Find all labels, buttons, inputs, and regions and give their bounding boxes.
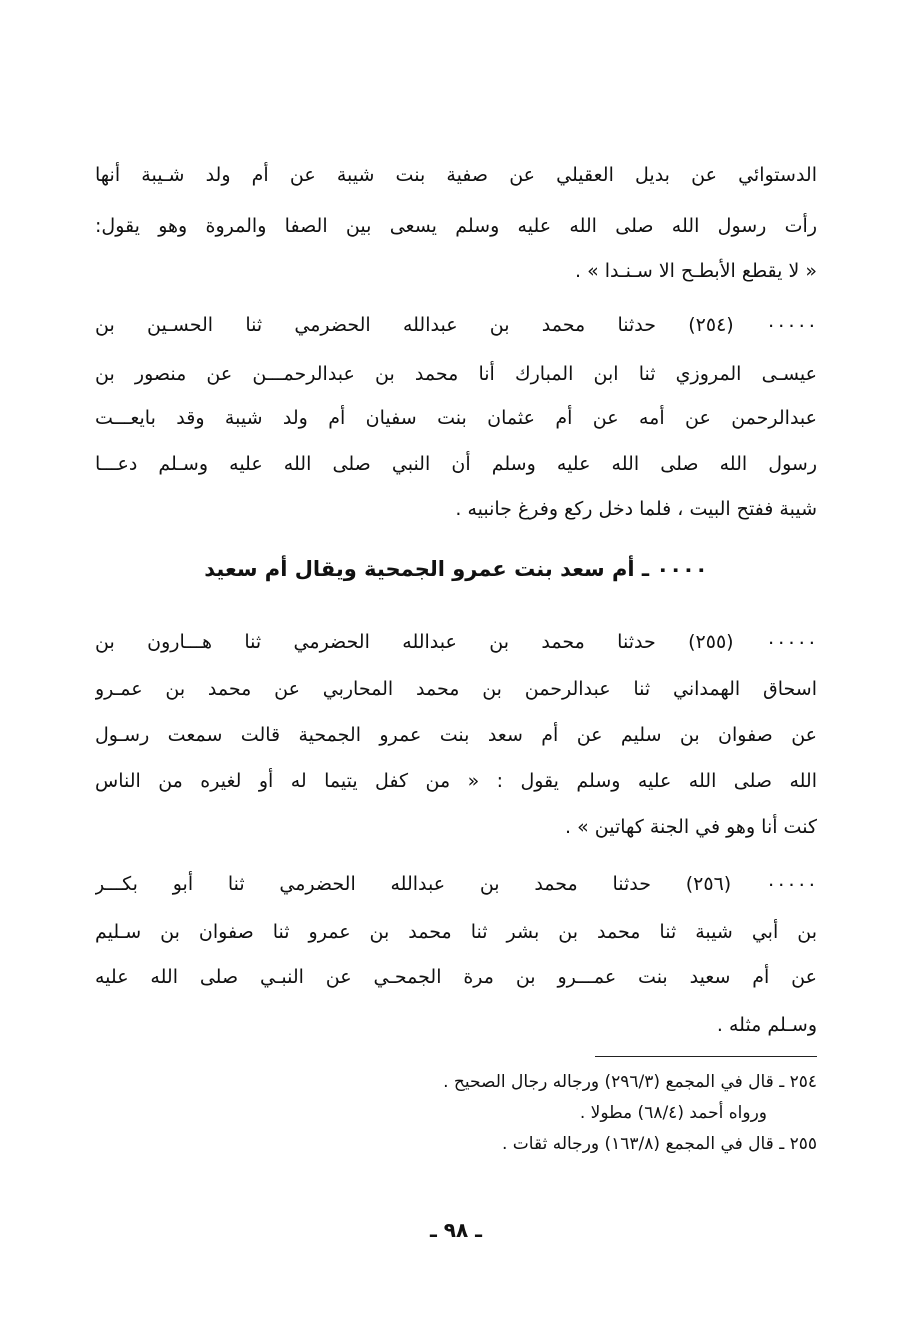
hadith-256-line: وسـلم مثله .: [716, 1014, 817, 1036]
text-line: « لا يقطع الأبطـح الا سـنـدا » .: [575, 260, 817, 282]
footnote: ورواه أحمد (٦٨/٤) مطولا .: [579, 1103, 767, 1123]
hadith-256-line: عن أم سعيد بنت عمـــرو بن مرة الجمحـي عن النبـي صلى الله عليه: [95, 966, 817, 988]
section-heading: ٠٠٠٠ ـ أم سعد بنت عمرو الجمحية ويقال أم سعيد: [204, 557, 708, 581]
hadith-254-line: عبدالرحمن عن أمه عن أم عثمان بنت سفيان أم ولد شيبة وقد بايعـــت: [95, 407, 817, 429]
hadith-255-line: اسحاق الهمداني ثنا عبدالرحمن بن محمد المحاربي عن محمد بن عمـرو: [95, 678, 817, 700]
footnote: ٢٥٤ ـ قال في المجمع (٢٩٦/٣) ورجاله رجال الصحيح .: [443, 1072, 817, 1092]
page-number: ـ ٩٨ ـ: [429, 1218, 483, 1242]
footnote-separator: [595, 1056, 817, 1057]
hadith-254-line: ٠٠٠٠٠ (٢٥٤) حدثنا محمد بن عبدالله الحضرمي ثنا الحسـين بن: [95, 314, 817, 336]
text-line: الدستوائي عن بديل العقيلي عن صفية بنت شيبة عن أم ولد شـيبة أنها: [95, 164, 817, 186]
hadith-255-line: ٠٠٠٠٠ (٢٥٥) حدثنا محمد بن عبدالله الحضرمي ثنا هـــارون بن: [95, 631, 817, 653]
hadith-255-line: الله صلى الله عليه وسلم يقول : « من كفل يتيما له أو لغيره من الناس: [95, 770, 817, 792]
hadith-254-line: عيسـى المروزي ثنا ابن المبارك أنا محمد بن عبدالرحمـــن عن منصور بن: [95, 363, 817, 385]
hadith-256-line: ٠٠٠٠٠ (٢٥٦) حدثنا محمد بن عبدالله الحضرمي ثنا أبو بكـــر: [95, 873, 817, 895]
hadith-256-line: بن أبي شيبة ثنا محمد بن بشر ثنا محمد بن عمرو ثنا صفوان بن سـليم: [95, 921, 817, 943]
hadith-254-line: شيبة ففتح البيت ، فلما دخل ركع وفرغ جانبيه .: [455, 498, 817, 520]
text-line: رأت رسول الله صلى الله عليه وسلم يسعى بين الصفا والمروة وهو يقول:: [95, 215, 817, 237]
hadith-255-line: كنت أنا وهو في الجنة كهاتين » .: [565, 816, 817, 838]
hadith-254-line: رسول الله صلى الله عليه وسلم أن النبي صلى الله عليه وسـلم دعـــا: [95, 453, 817, 475]
footnote: ٢٥٥ ـ قال في المجمع (١٦٣/٨) ورجاله ثقات .: [501, 1134, 817, 1154]
hadith-255-line: عن صفوان بن سليم عن أم سعد بنت عمرو الجمحية قالت سمعت رسـول: [95, 724, 817, 746]
